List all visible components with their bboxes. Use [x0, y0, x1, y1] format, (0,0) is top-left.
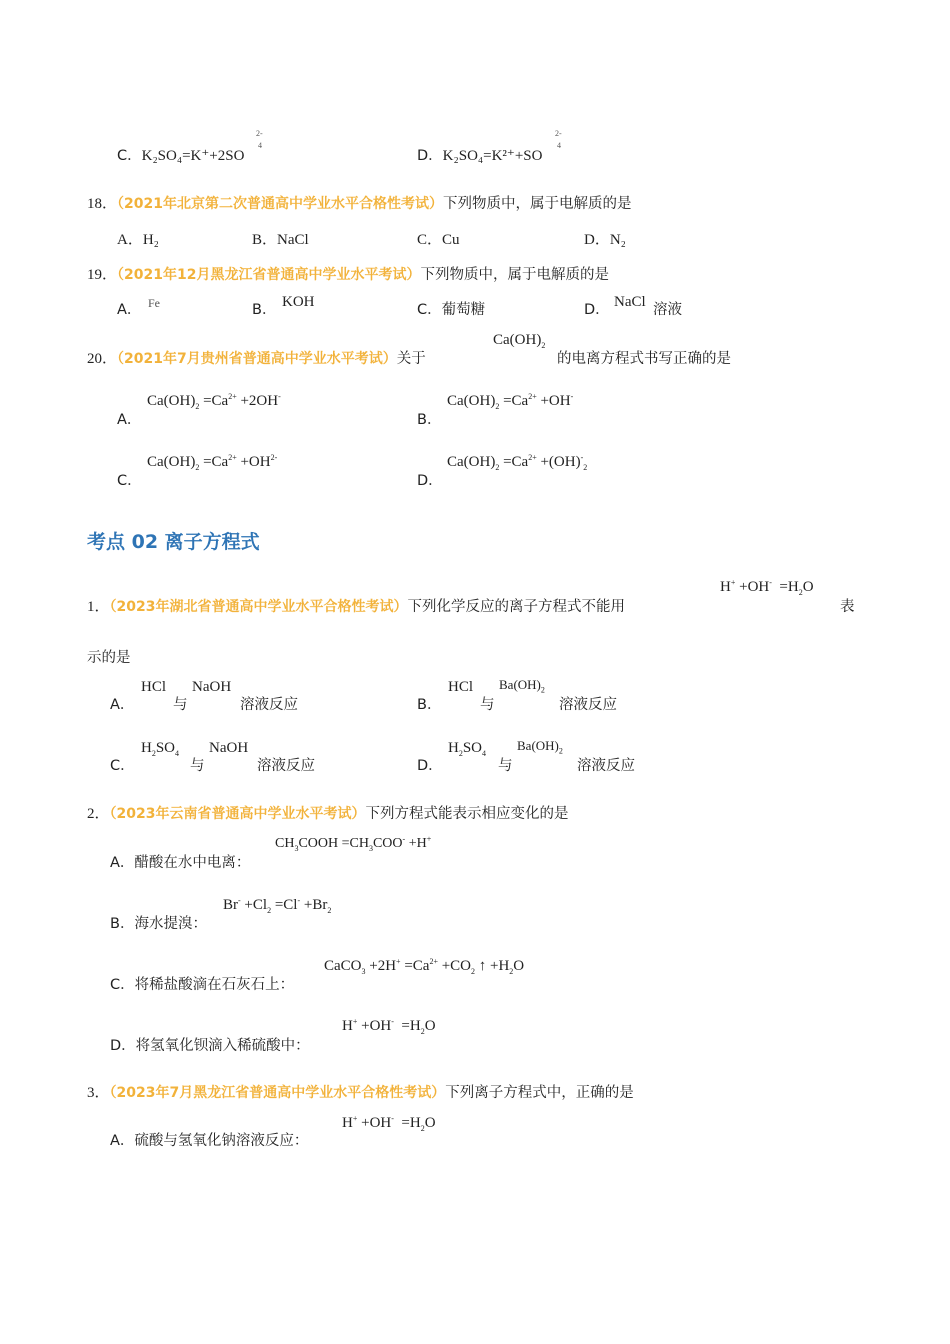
- s3-option-a-equation: $H^+ +OH^- =H_2O$: [342, 1114, 436, 1133]
- q19-option-c: C．葡萄糖: [417, 302, 486, 318]
- question-source: （2023年湖北省普通高中学业水平合格性考试）: [109, 599, 408, 615]
- question-19: [87, 263, 609, 284]
- question-text-post: 的电离方程式书写正确的是: [557, 351, 731, 367]
- q18-option-c: C．Cu: [417, 232, 460, 248]
- s1-option-d-h2so4: $H_2SO_4$: [448, 740, 487, 758]
- section-question-2: [87, 802, 568, 823]
- question-source: （2021年12月黑龙江省普通高中学业水平考试）: [117, 267, 421, 283]
- q17-d-ion-subscript: 4: [557, 141, 561, 150]
- q20-option-d-label: D．: [417, 473, 443, 489]
- q17-option-d: D．K₂SO₄=K²⁺+SO: [417, 148, 543, 164]
- q20-option-b-equation: $Ca(OH)_2 =Ca^{2+} +OH^-$: [447, 392, 574, 411]
- q17-c-ion-subscript: 4: [258, 141, 262, 150]
- question-text: 下列物质中，属于电解质的是: [420, 267, 609, 283]
- question-text-cont: 示的是: [87, 650, 131, 666]
- s1-option-b-label: B．: [417, 697, 442, 713]
- s2-option-b-equation: $Br^- +Cl_2 =Cl^- +Br_2$: [223, 896, 332, 915]
- s2-option-c-text: C．将稀盐酸滴在石灰石上：: [110, 977, 295, 993]
- q19-option-d-value: NaCl: [614, 294, 646, 310]
- s1-option-d-baoh2: $Ba(OH)_2$: [517, 738, 563, 756]
- react-text: 溶液反应: [559, 697, 617, 713]
- question-number: 3．: [87, 1085, 110, 1101]
- q19-option-b-value: KOH: [282, 294, 315, 310]
- question-text: 下列化学反应的离子方程式不能用: [407, 599, 625, 615]
- question-number: 2．: [87, 806, 110, 822]
- s1-option-d-label: D．: [417, 758, 443, 774]
- question-source: （2021年7月贵州省普通高中学业水平考试）: [117, 351, 397, 367]
- question-20: [87, 347, 426, 368]
- q20-option-d-equation: $Ca(OH)_2 =Ca^{2+} +(OH)^-_2$: [447, 453, 588, 472]
- q18-option-d: D．N₂: [584, 232, 626, 248]
- question-number: 18．: [87, 196, 118, 212]
- question-number: 19．: [87, 267, 118, 283]
- s3-option-a-text: A．硫酸与氢氧化钠溶液反应：: [110, 1133, 309, 1149]
- q20-option-a-equation: $Ca(OH)_2 =Ca^{2+} +2OH^-$: [147, 392, 281, 411]
- q19-option-d-label: D．: [584, 302, 610, 318]
- s2-option-a-text: A．醋酸在水中电离：: [110, 855, 251, 871]
- s2-option-d-text: D．将氢氧化钡滴入稀硫酸中：: [110, 1038, 310, 1054]
- s1-option-a-label: A．: [110, 697, 135, 713]
- q19-option-d-tail: 溶液: [653, 302, 682, 318]
- s2-option-b-text: B．海水提溴：: [110, 916, 207, 932]
- question-source: （2021年北京第二次普通高中学业水平合格性考试）: [117, 196, 443, 212]
- s1-option-c-naoh: NaOH: [209, 740, 249, 756]
- react-text: 溶液反应: [240, 697, 298, 713]
- with-text: 与: [190, 758, 205, 774]
- s2-option-c-equation: CaCO$_3$ $+2H^+ =Ca^{2+} +CO_2$ ↑ $+H_2O$: [324, 957, 525, 976]
- question-text: 下列物质中，属于电解质的是: [442, 196, 632, 212]
- s2-option-a-equation: $CH_3COOH =CH_3COO^- +H^+$: [275, 834, 432, 853]
- section-question-3: [87, 1081, 634, 1102]
- q20-option-a-label: A．: [117, 412, 142, 428]
- question-number: 1．: [87, 599, 110, 615]
- q20-option-b-label: B．: [417, 412, 442, 428]
- with-text: 与: [498, 758, 513, 774]
- s1-option-c-h2so4: $H_2SO_4$: [141, 740, 180, 758]
- section-question-1: [87, 595, 625, 616]
- s1-option-c-label: C．: [110, 758, 135, 774]
- s1-option-b-hcl: HCl: [448, 679, 474, 695]
- question-source: （2023年7月黑龙江省普通高中学业水平合格性考试）: [109, 1085, 446, 1101]
- q17-d-ion-charge: 2-: [555, 129, 562, 138]
- q18-option-a: A．H₂: [117, 232, 159, 248]
- with-text: 与: [173, 697, 188, 713]
- s1-option-b-baoh2: $Ba(OH)_2$: [499, 677, 545, 695]
- q17-c-ion-charge: 2-: [256, 129, 263, 138]
- q18-option-b: B．NaCl: [252, 232, 309, 248]
- question-number: 20．: [87, 351, 118, 367]
- react-text: 溶液反应: [577, 758, 635, 774]
- s1-equation: $H^+ +OH^- =H_2O$: [720, 578, 814, 597]
- question-text: 下列离子方程式中，正确的是: [445, 1085, 634, 1101]
- q20-option-c-equation: $Ca(OH)_2 =Ca^{2+} +OH^{2-}$: [147, 453, 278, 472]
- question-text-pre: 关于: [396, 351, 426, 367]
- with-text: 与: [480, 697, 495, 713]
- q19-option-a-label: A．: [117, 302, 142, 318]
- s2-option-d-equation: $H^+ +OH^- =H_2O$: [342, 1017, 436, 1036]
- q20-formula: $Ca(OH)_2$: [493, 332, 546, 350]
- s1-option-a-naoh: NaOH: [192, 679, 232, 695]
- question-source: （2023年云南省普通高中学业水平考试）: [109, 806, 366, 822]
- react-text: 溶液反应: [257, 758, 315, 774]
- q17-option-c: C．K₂SO₄=K⁺+2SO: [117, 148, 245, 164]
- section-title: 考点 02 离子方程式: [87, 531, 260, 553]
- question-text-tail: 表: [840, 599, 855, 615]
- q19-option-a-value: Fe: [148, 296, 160, 310]
- question-18: [87, 192, 631, 213]
- question-text: 下列方程式能表示相应变化的是: [365, 806, 569, 822]
- s1-option-a-hcl: HCl: [141, 679, 167, 695]
- q19-option-b-label: B．: [252, 302, 277, 318]
- q20-option-c-label: C．: [117, 473, 142, 489]
